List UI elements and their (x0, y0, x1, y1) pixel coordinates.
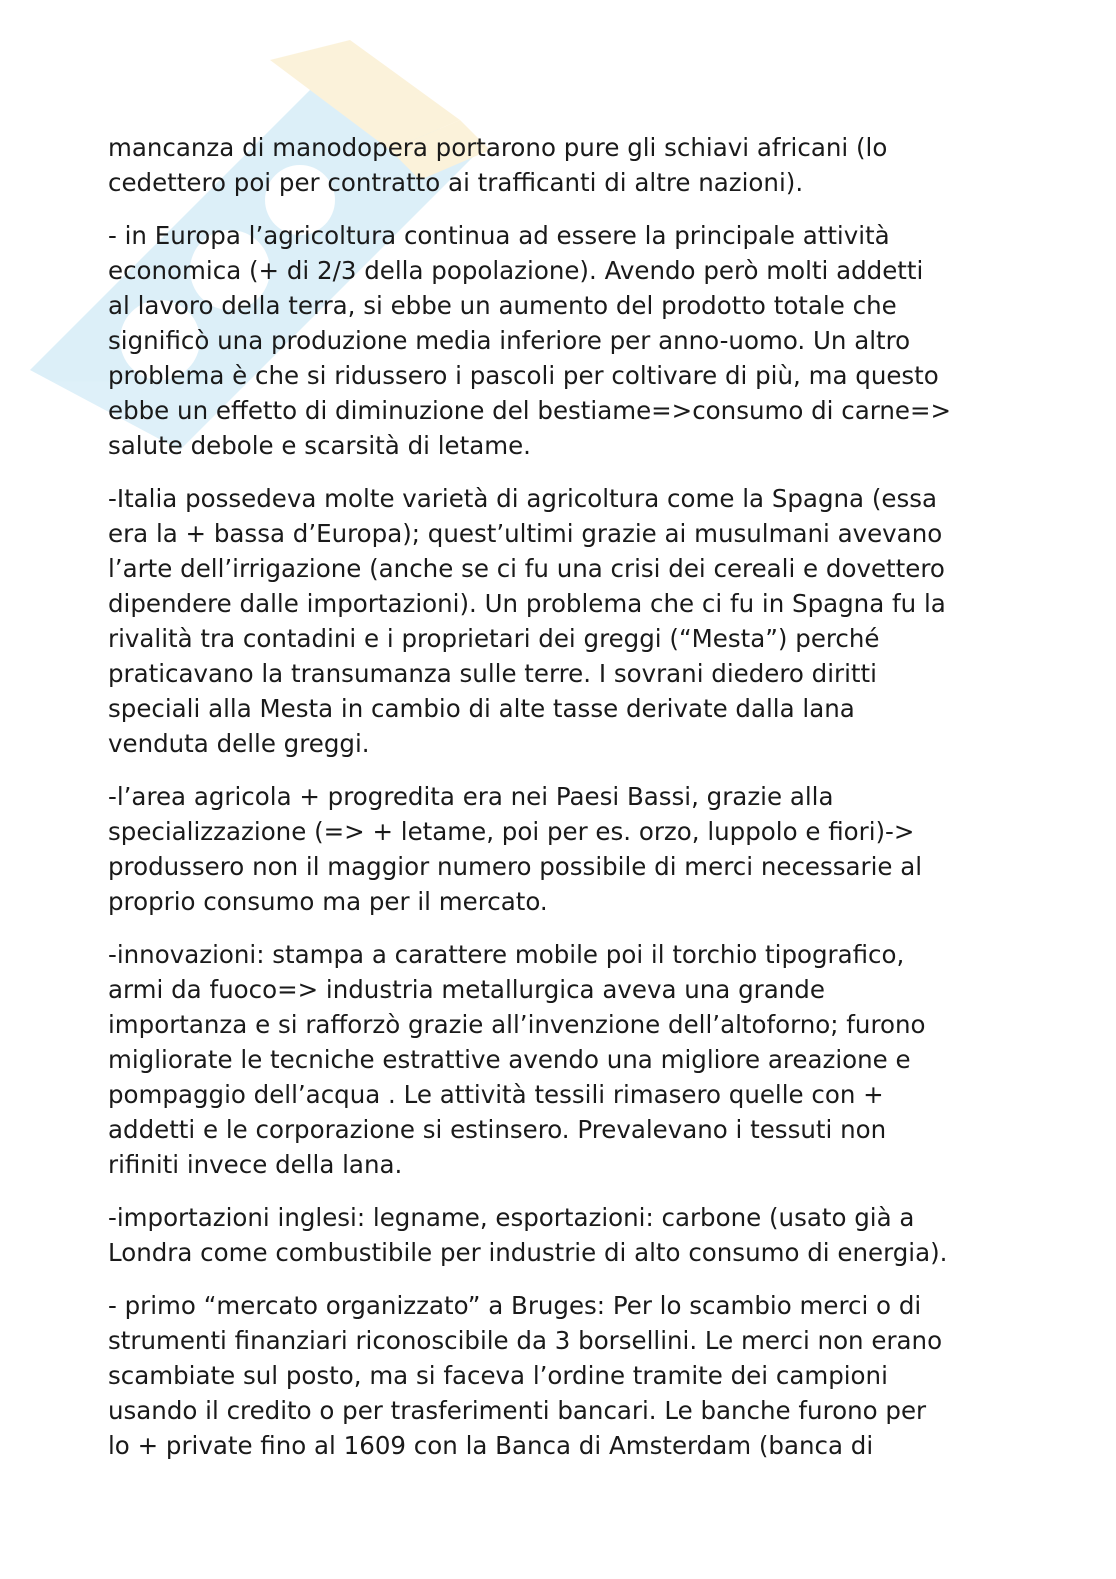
text-line: -importazioni inglesi: legname, esportazioni: carbone (usato già a (108, 1203, 915, 1232)
paragraph (108, 1200, 1008, 1270)
text-line: problema è che si ridussero i pascoli per coltivare di più, ma questo (108, 361, 939, 390)
text-line: ebbe un effetto di diminuzione del bestiame=>consumo di carne=> (108, 396, 952, 425)
text-line: produssero non il maggior numero possibile di merci necessarie al (108, 852, 923, 881)
paragraph (108, 218, 1008, 463)
paragraph (108, 130, 1008, 200)
text-line: Londra come combustibile per industrie di alto consumo di energia). (108, 1238, 948, 1267)
text-line: strumenti finanziari riconoscibile da 3 borsellini. Le merci non erano (108, 1326, 943, 1355)
text-line: rivalità tra contadini e i proprietari dei greggi (“Mesta”) perché (108, 624, 880, 653)
text-line: era la + bassa d’Europa); quest’ultimi grazie ai musulmani avevano (108, 519, 943, 548)
text-line: praticavano la transumanza sulle terre. I sovrani diedero diritti (108, 659, 877, 688)
document-body (108, 130, 1008, 1481)
text-line: speciali alla Mesta in cambio di alte tasse derivate dalla lana (108, 694, 855, 723)
text-line: - in Europa l’agricoltura continua ad essere la principale attività (108, 221, 890, 250)
text-line: pompaggio dell’acqua . Le attività tessili rimasero quelle con + (108, 1080, 884, 1109)
paragraph (108, 937, 1008, 1182)
text-line: significò una produzione media inferiore per anno-uomo. Un altro (108, 326, 911, 355)
text-line: l’arte dell’irrigazione (anche se ci fu una crisi dei cereali e dovettero (108, 554, 945, 583)
text-line: mancanza di manodopera portarono pure gli schiavi africani (lo (108, 133, 888, 162)
text-line: migliorate le tecniche estrattive avendo una migliore areazione e (108, 1045, 911, 1074)
text-line: rifiniti invece della lana. (108, 1150, 403, 1179)
text-line: -innovazioni: stampa a carattere mobile poi il torchio tipografico, (108, 940, 905, 969)
paragraph (108, 481, 1008, 761)
text-line: salute debole e scarsità di letame. (108, 431, 531, 460)
text-line: usando il credito o per trasferimenti bancari. Le banche furono per (108, 1396, 927, 1425)
text-line: addetti e le corporazione si estinsero. Prevalevano i tessuti non (108, 1115, 887, 1144)
paragraph (108, 779, 1008, 919)
text-line: scambiate sul posto, ma si faceva l’ordine tramite dei campioni (108, 1361, 888, 1390)
text-line: al lavoro della terra, si ebbe un aumento del prodotto totale che (108, 291, 897, 320)
text-line: importanza e si rafforzò grazie all’invenzione dell’altoforno; furono (108, 1010, 926, 1039)
text-line: dipendere dalle importazioni). Un problema che ci fu in Spagna fu la (108, 589, 946, 618)
text-line: -Italia possedeva molte varietà di agricoltura come la Spagna (essa (108, 484, 938, 513)
text-line: -l’area agricola + progredita era nei Paesi Bassi, grazie alla (108, 782, 834, 811)
text-line: proprio consumo ma per il mercato. (108, 887, 548, 916)
text-line: - primo “mercato organizzato” a Bruges: Per lo scambio merci o di (108, 1291, 922, 1320)
text-line: armi da fuoco=> industria metallurgica aveva una grande (108, 975, 825, 1004)
text-line: lo + private fino al 1609 con la Banca di Amsterdam (banca di (108, 1431, 874, 1460)
text-line: economica (+ di 2/3 della popolazione). Avendo però molti addetti (108, 256, 924, 285)
text-line: cedettero poi per contratto ai trafficanti di altre nazioni). (108, 168, 804, 197)
text-line: specializzazione (=> + letame, poi per es. orzo, luppolo e fiori)-> (108, 817, 915, 846)
paragraph (108, 1288, 1008, 1463)
text-line: venduta delle greggi. (108, 729, 370, 758)
